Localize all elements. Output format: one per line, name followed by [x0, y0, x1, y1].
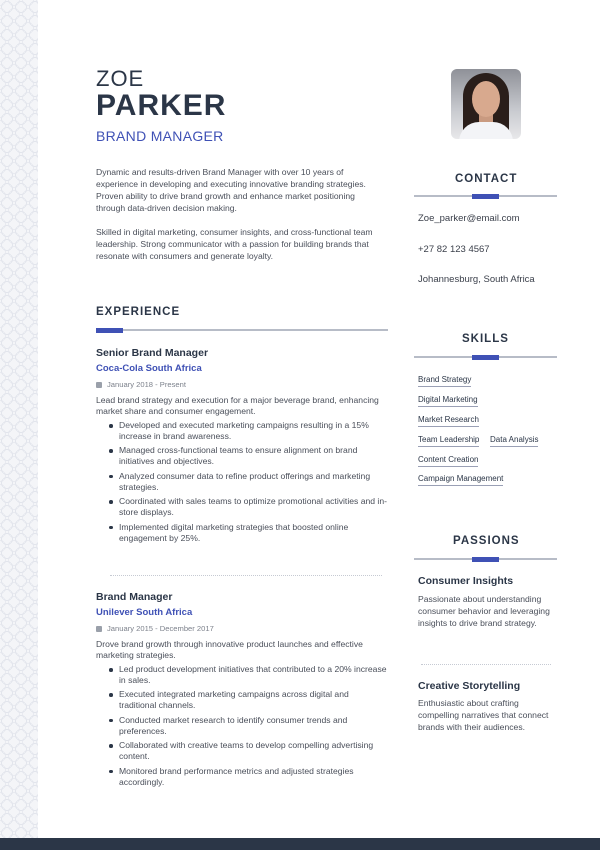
passion-separator [421, 664, 551, 665]
job-role: Brand Manager [96, 591, 173, 603]
job-dates [96, 380, 388, 389]
experience-divider [96, 329, 388, 331]
job-bullet: Monitored brand performance metrics and adjusted strategies accordingly. [106, 766, 388, 788]
skills-heading: SKILLS [462, 333, 509, 345]
job-separator [110, 575, 382, 576]
contact-phone: +27 82 123 4567 [418, 244, 490, 255]
job-bullet: Developed and executed marketing campaigns resulting in a 15% increase in brand awareness. [106, 420, 388, 442]
profile-summary [96, 166, 381, 262]
job-bullet: Executed integrated marketing campaigns across digital and traditional channels. [106, 689, 388, 711]
job-company: Coca-Cola South Africa [96, 363, 202, 374]
passion-description: Passionate about understanding consumer behavior and leveraging insights to drive brand strategy. [418, 594, 550, 629]
job-bullet: Collaborated with creative teams to develop compelling advertising content. [106, 740, 388, 762]
job-entry [96, 347, 388, 547]
job-role: Senior Brand Manager [96, 347, 209, 359]
job-bullet: Analyzed consumer data to refine product offerings and marketing strategies. [106, 471, 388, 493]
job-bullet: Conducted market research to identify consumer trends and preferences. [106, 715, 388, 737]
footer-bar [0, 838, 600, 850]
contact-divider-accent [472, 194, 499, 199]
experience-heading: EXPERIENCE [96, 306, 181, 318]
passions-heading: PASSIONS [453, 535, 520, 547]
job-dates-text: January 2018 - Present [107, 380, 186, 389]
job-bullet: Managed cross-functional teams to ensure alignment on brand initiatives and objectives. [106, 445, 388, 467]
job-company: Unilever South Africa [96, 607, 193, 618]
contact-heading: CONTACT [455, 173, 518, 185]
contact-location: Johannesburg, South Africa [418, 274, 535, 285]
calendar-icon [96, 626, 102, 632]
job-dates [96, 624, 388, 633]
passion-description: Enthusiastic about crafting compelling narratives that connect brands with their audiences. [418, 698, 549, 733]
job-entry [96, 591, 388, 791]
skill-tag: Team Leadership [418, 435, 479, 447]
passions-divider-accent [472, 557, 499, 562]
job-bullet: Led product development initiatives that contributed to a 20% increase in sales. [106, 664, 388, 686]
contact-email: Zoe_parker@email.com [418, 213, 520, 224]
skill-tag: Data Analysis [490, 435, 538, 447]
job-bullet: Implemented digital marketing strategies that boosted online engagement by 25%. [106, 522, 388, 544]
job-description: Drove brand growth through innovative product launches and effective marketing strategies. [96, 639, 363, 660]
skill-tag: Digital Marketing [418, 395, 478, 407]
skills-divider-accent [472, 355, 499, 360]
first-name: ZOE [96, 66, 145, 91]
summary-paragraph: Dynamic and results-driven Brand Manager with over 10 years of experience in developing and executing innovative branding strategies. Proven ability to drive brand growth and enhance market positioning through data-driven decision making. [96, 167, 366, 213]
passion-title: Consumer Insights [418, 575, 514, 587]
last-name: PARKER [96, 89, 227, 122]
skill-tag: Campaign Management [418, 474, 503, 486]
calendar-icon [96, 382, 102, 388]
job-description: Lead brand strategy and execution for a major beverage brand, enhancing market share and consumer engagement. [96, 395, 379, 416]
skill-tag: Brand Strategy [418, 375, 471, 387]
job-bullet: Coordinated with sales teams to optimize promotional activities and in-store displays. [106, 496, 388, 518]
profile-photo [451, 69, 521, 139]
job-bullet-list [96, 420, 388, 544]
decorative-pattern-strip [0, 0, 38, 838]
passion-title: Creative Storytelling [418, 680, 521, 692]
experience-divider-accent [96, 328, 123, 333]
job-title: BRAND MANAGER [96, 128, 224, 144]
summary-paragraph: Skilled in digital marketing, consumer insights, and cross-functional team leadership. Strong communicator with a passion for building brands that resonate with consumers and generate loyalty. [96, 227, 373, 261]
skill-tag: Market Research [418, 415, 479, 427]
job-bullet-list [96, 664, 388, 788]
skill-tag: Content Creation [418, 455, 478, 467]
job-dates-text: January 2015 - December 2017 [107, 624, 214, 633]
